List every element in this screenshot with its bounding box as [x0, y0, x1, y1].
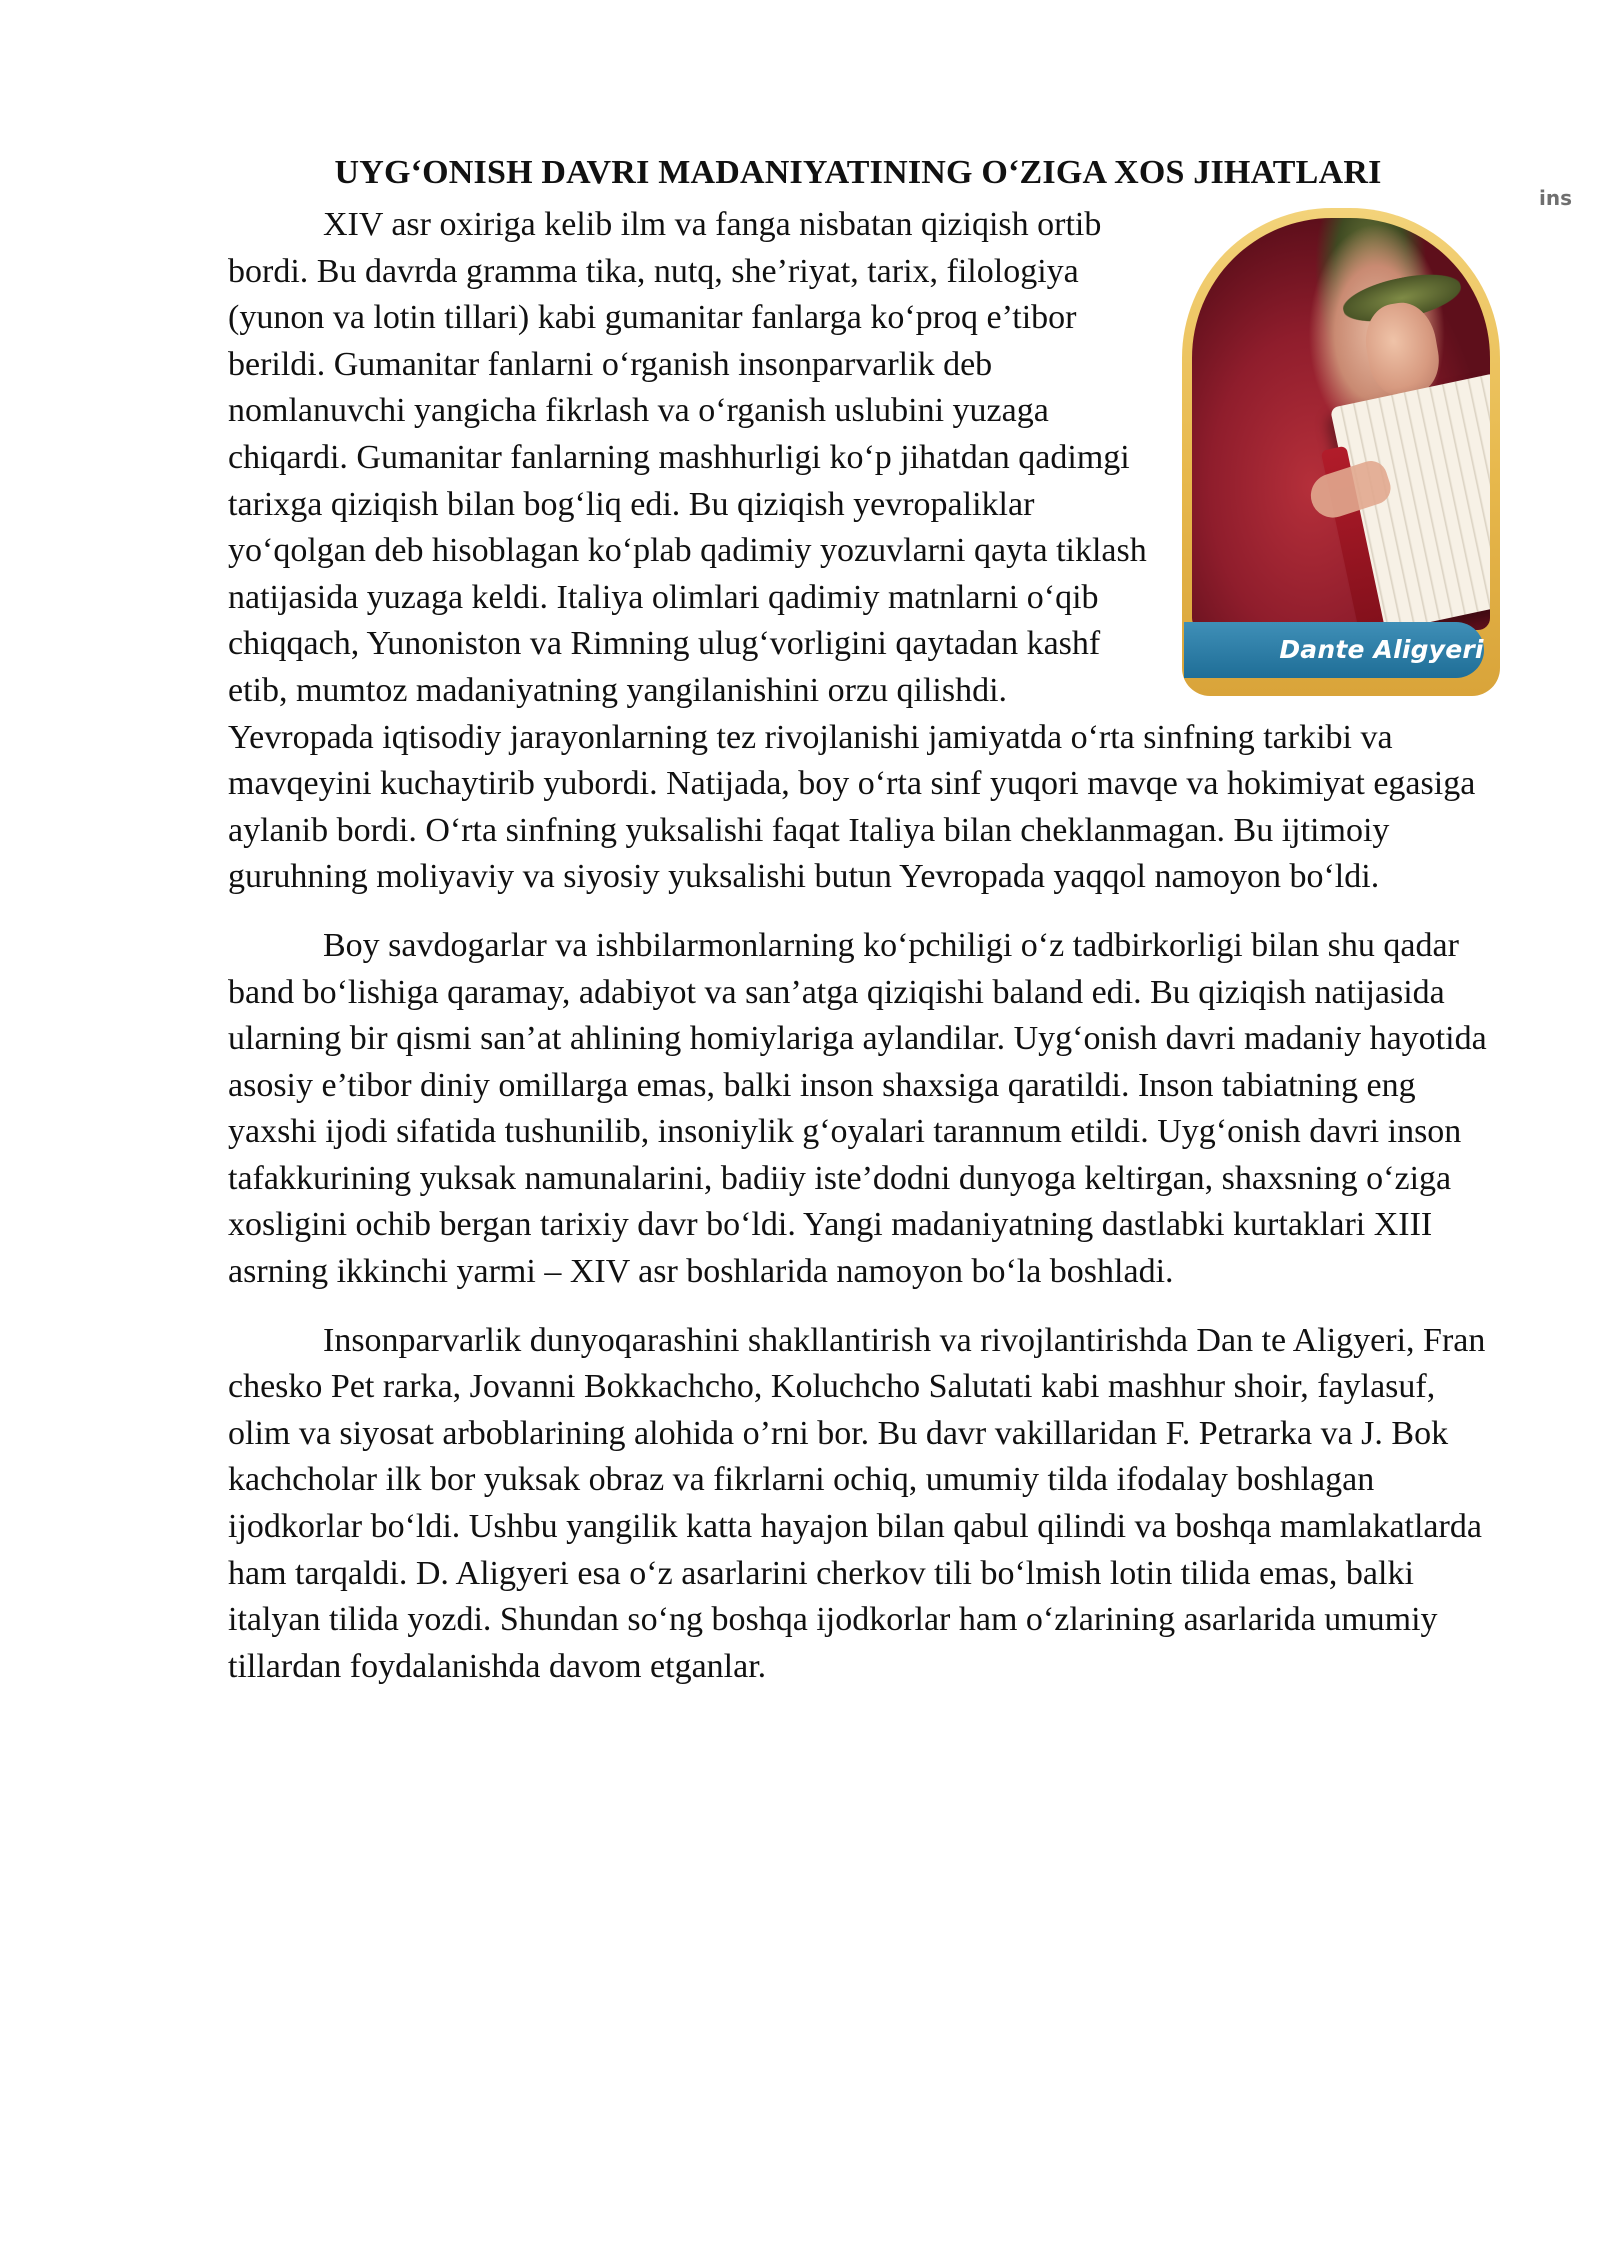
paragraph-1-text: XIV asr oxiriga kelib ilm va fanga nisbatan qiziqish ortib bordi. Bu davrda gramma tika, nutq, she’riyat, tarix, filologiya (yunon va lotin tillari) kabi gumanitar fanlarga ko‘proq e’tibor berildi. Gumanitar fanlarni o‘rganish insonparvarlik deb nomlanuvchi yangicha fikrlash va o‘rganish uslubini yuzaga chiqardi. Gumanitar fanlarning mashhurligi ko‘p jihatdan qadimgi tarixga qiziqish bilan bog‘liq edi. Bu qiziqish yevropaliklar yo‘qolgan deb hisoblagan ko‘plab qadimiy yozuvlarni qayta tiklash natijasida yuzaga keldi. Italiya olimlari qadimiy matnlarni o‘qib chiqqach, Yunoniston va Rimning ulug‘vorligini qaytadan kashf etib, mumtoz madaniyatning yangilanishini orzu qilishdi. Yevropada iqtisodiy jarayonlarning tez rivojlanishi jamiyatda o‘rta sinfning tarkibi va mavqeyini kuchaytirib yubordi. Natijada, boy o‘rta sinf yuqori mavqe va hokimiyat egasiga aylanib bordi. O‘rta sinfning yuksalishi faqat Italiya bilan cheklanmagan. Bu ijtimoiy guruhning moliyaviy va siyosiy yuksalishi butun Yevropada yaqqol namoyon bo‘ldi.	[228, 206, 1476, 896]
figure-corner-label: ins	[1539, 186, 1572, 210]
document-title: UYG‘ONISH DAVRI MADANIYATINING O‘ZIGA XOS JIHATLARI	[334, 154, 1382, 191]
dante-portrait-image	[1192, 218, 1490, 630]
document-body	[228, 150, 1572, 1712]
paragraph-2: Boy savdogarlar va ishbilarmonlarning ko‘pchiligi o‘z tadbirkorligi bilan shu qadar band bo‘lishiga qaramay, adabiyot va san’atga qiziqishi baland edi. Bu qiziqish natijasida ularning bir qismi san’at ahlining homiylariga aylandilar. Uyg‘onish davri madaniy hayotida asosiy e’tibor diniy omillarga emas, balki inson shaxsiga qaratildi. Inson tabiatning eng yaxshi ijodi sifatida tushunilib, insoniylik g‘oyalari tarannum etildi. Uyg‘onish davri inson tafakkurining yuksak namunalarini, badiiy iste’dodni dunyoga keltirgan, shaxsning o‘ziga xosligini ochib bergan tarixiy davr bo‘ldi. Yangi madaniyatning dastlabki kurtaklari XIII asrning ikkinchi yarmi – XIV asr boshlarida namoyon bo‘la boshladi.	[228, 926, 1487, 1291]
dante-portrait-figure	[1182, 186, 1572, 696]
paragraph-3: Insonparvarlik dunyoqarashini shakllantirish va rivojlantirishda Dan te Aligyeri, Fran chesko Pet rarka, Jovanni Bokkachcho, Koluchcho Salutati kabi mashhur shoir, faylasuf, olim va siyosat arboblarining alohida o’rni bor. Bu davr vakillaridan F. Petrarka va J. Bok kachcholar ilk bor yuksak obraz va fikrlarni ochiq, umumiy tilda ifodalay boshlagan ijodkorlar bo‘ldi. Ushbu yangilik katta hayajon bilan qabul qilindi va boshqa mamlakatlarda ham tarqaldi. D. Aligyeri esa o‘z asarlarini cherkov tili bo‘lmish lotin tilida emas, balki italyan tilida yozdi. Shundan so‘ng boshqa ijodkorlar ham o‘zlarining asarlarida umumiy tillardan foydalanishda davom etganlar.	[228, 1321, 1486, 1685]
paragraph-1	[228, 186, 1572, 901]
figure-caption: Dante Aligyeri	[1184, 622, 1484, 678]
